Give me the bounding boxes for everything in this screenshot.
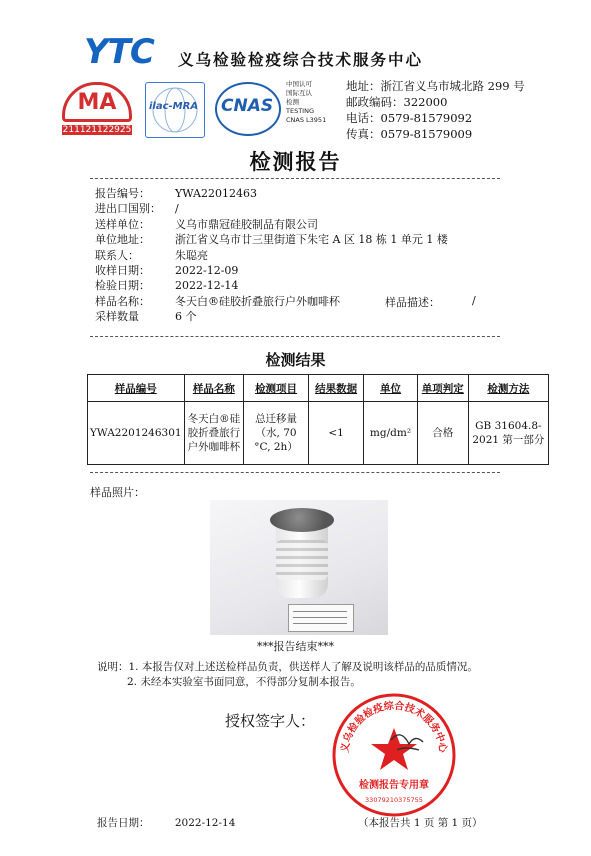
cell-judgement: 合格 [417, 402, 468, 465]
cnas-desc-line: 中国认可 [286, 80, 312, 88]
info-value: 2022-12-14 [175, 279, 239, 293]
info-value: 2022-12-09 [175, 264, 239, 278]
col-sample-id: 样品编号 [88, 375, 185, 402]
divider [90, 178, 500, 179]
col-sample-name: 样品名称 [184, 375, 244, 402]
cell-sample-id: YWA2201246301 [88, 402, 185, 465]
tag-line [293, 611, 347, 612]
results-table [87, 374, 549, 465]
ilac-text: ilac-MRA [149, 101, 199, 112]
contact-fax: 传真：0579-81579009 [346, 127, 473, 141]
col-judgement: 单项判定 [417, 375, 468, 402]
info-row [95, 217, 448, 232]
organization-name: 义乌检验检疫综合技术服务中心 [178, 51, 424, 69]
sample-desc-label: 样品描述： [385, 296, 440, 309]
tag-line [293, 623, 347, 624]
note-item: 1. 本报告仅对上述送检样品负责，供送样人了解及说明该样品的品质情况。 [128, 661, 478, 673]
authorized-signer-label: 授权签字人： [225, 712, 316, 730]
seal-code: 33079210375755 [365, 796, 423, 804]
sample-photo [210, 500, 388, 635]
info-value: 冬天白®硅胶折叠旅行户外咖啡杯 [175, 294, 340, 308]
col-test-item: 检测项目 [244, 375, 309, 402]
tag-line [293, 617, 347, 618]
info-row [95, 309, 448, 324]
info-value: 义乌市鼎冠硅胶制品有限公司 [175, 217, 318, 231]
info-value: 朱聪亮 [175, 248, 208, 262]
info-row [95, 248, 448, 263]
info-row [95, 186, 448, 201]
cnas-desc-line: CNAS L3951 [286, 116, 327, 124]
info-value: YWA22012463 [175, 187, 257, 200]
info-label: 送样单位： [95, 217, 150, 231]
cnas-desc-line: 国际互认 [286, 89, 312, 97]
sample-tag-graphic [288, 604, 354, 632]
cnas-desc-line: TESTING [286, 107, 314, 115]
note-item: 2. 未经本实验室书面同意，不得部分复制本报告。 [127, 676, 361, 688]
ilac-mra-logo [145, 82, 205, 138]
cnas-logo [215, 82, 281, 136]
cma-number: 211121122925 [62, 125, 132, 135]
info-value: 6 个 [175, 310, 197, 324]
info-label: 报告编号： [95, 187, 150, 200]
info-row [95, 201, 448, 216]
info-label: 收样日期： [95, 264, 150, 278]
info-label: 样品名称： [95, 294, 150, 308]
seal-outer-text: 义乌检验检疫综合技术服务中心 [339, 700, 449, 754]
info-label: 采样数量 [95, 310, 139, 324]
info-row [95, 232, 448, 247]
info-label: 联系人： [95, 248, 139, 262]
col-method: 检测方法 [468, 375, 548, 402]
cnas-text: CNAS [221, 96, 274, 116]
photo-label: 样品照片： [90, 486, 145, 499]
end-mark: ***报告结束*** [257, 640, 334, 653]
contact-phone: 电话：0579-81579092 [346, 111, 473, 125]
cnas-desc-line: 检测 [286, 98, 299, 106]
notes-label: 说明： [97, 661, 129, 673]
contact-info [346, 78, 525, 142]
seal-center-text: 检测报告专用章 [359, 780, 429, 791]
info-label: 单位地址： [95, 233, 150, 247]
contact-postcode: 邮政编码：322000 [346, 95, 448, 109]
cell-test-item: 总迁移量（水, 70 °C, 2h） [244, 402, 309, 465]
sample-desc-value: / [472, 294, 476, 307]
info-label: 进出口国别： [95, 202, 161, 216]
ytc-logo: YTC [84, 32, 154, 72]
cell-sample-name: 冬天白®硅胶折叠旅行户外咖啡杯 [184, 402, 244, 465]
cup-rings-graphic [276, 540, 328, 580]
official-seal [331, 692, 457, 818]
col-result: 结果数据 [309, 375, 364, 402]
cell-method: GB 31604.8-2021 第一部分 [468, 402, 548, 465]
cell-result: <1 [309, 402, 364, 465]
page-count: （本报告共 1 页 第 1 页） [358, 817, 483, 829]
results-title: 检测结果 [265, 351, 326, 369]
table-header-row [88, 375, 549, 402]
cup-lid-graphic [270, 508, 334, 532]
info-row [95, 278, 448, 293]
seal-star-icon [371, 728, 417, 770]
divider [90, 336, 500, 337]
cma-logo [62, 82, 134, 135]
notes [97, 660, 478, 690]
contact-address: 地址：浙江省义乌市城北路 299 号 [346, 79, 525, 93]
cell-unit: mg/dm² [364, 402, 418, 465]
info-value: / [175, 202, 179, 216]
table-row [88, 402, 549, 465]
report-date-label: 报告日期： [97, 817, 150, 829]
cnas-description [286, 80, 326, 125]
report-date-value: 2022-12-14 [174, 817, 236, 829]
info-row [95, 263, 448, 278]
report-title: 检测报告 [249, 150, 342, 174]
col-unit: 单位 [364, 375, 418, 402]
info-value: 浙江省义乌市廿三里街道下朱宅 A 区 18 栋 1 单元 1 楼 [175, 233, 448, 247]
report-date [97, 815, 235, 830]
divider [90, 472, 500, 473]
cma-mark: MA [62, 82, 132, 122]
info-label: 检验日期： [95, 279, 150, 293]
